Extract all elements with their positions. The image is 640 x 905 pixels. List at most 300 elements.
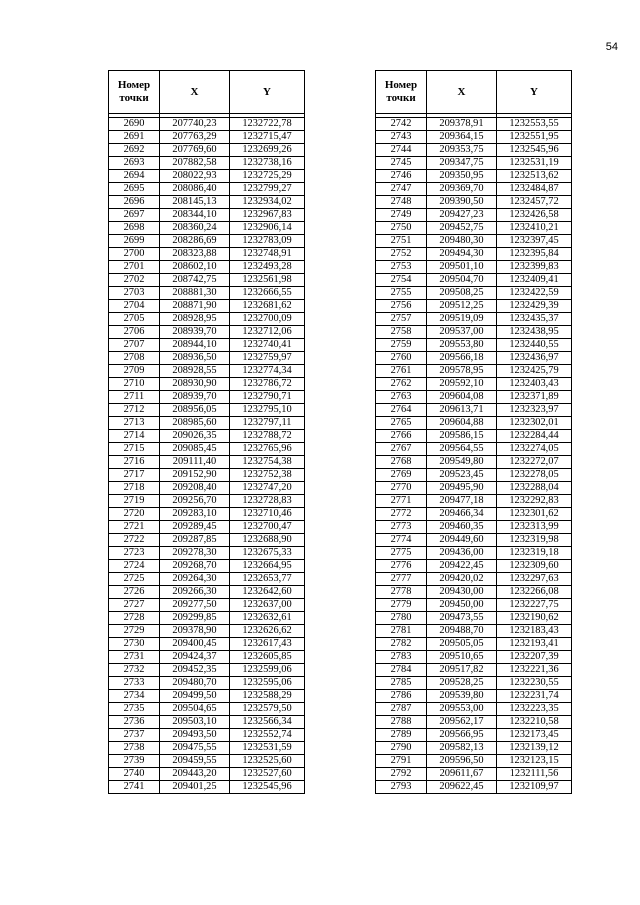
x-cell: 207882,58 bbox=[160, 157, 230, 170]
x-cell: 209427,23 bbox=[427, 209, 497, 222]
x-cell: 209508,25 bbox=[427, 287, 497, 300]
table-row bbox=[376, 170, 572, 183]
point-number-cell: 2728 bbox=[109, 612, 160, 625]
header-y: Y bbox=[230, 71, 305, 114]
point-number-cell: 2708 bbox=[109, 352, 160, 365]
table-row bbox=[376, 118, 572, 131]
point-number-cell: 2695 bbox=[109, 183, 160, 196]
x-cell: 207740,23 bbox=[160, 118, 230, 131]
y-cell: 1232728,83 bbox=[230, 495, 305, 508]
y-cell: 1232700,47 bbox=[230, 521, 305, 534]
table-row bbox=[376, 716, 572, 729]
point-number-cell: 2754 bbox=[376, 274, 427, 287]
y-cell: 1232688,90 bbox=[230, 534, 305, 547]
table-row bbox=[109, 755, 305, 768]
point-number-cell: 2793 bbox=[376, 781, 427, 794]
x-cell: 209364,15 bbox=[427, 131, 497, 144]
header-point-number: Номер точки bbox=[376, 71, 427, 114]
point-number-cell: 2769 bbox=[376, 469, 427, 482]
point-number-cell: 2753 bbox=[376, 261, 427, 274]
y-cell: 1232967,83 bbox=[230, 209, 305, 222]
y-cell: 1232173,45 bbox=[497, 729, 572, 742]
point-number-cell: 2781 bbox=[376, 625, 427, 638]
y-cell: 1232231,74 bbox=[497, 690, 572, 703]
point-number-cell: 2750 bbox=[376, 222, 427, 235]
table-row bbox=[109, 235, 305, 248]
table-row bbox=[109, 716, 305, 729]
point-number-cell: 2703 bbox=[109, 287, 160, 300]
point-number-cell: 2738 bbox=[109, 742, 160, 755]
table-row bbox=[109, 495, 305, 508]
point-number-cell: 2711 bbox=[109, 391, 160, 404]
table-row bbox=[376, 456, 572, 469]
x-cell: 209622,45 bbox=[427, 781, 497, 794]
point-number-cell: 2723 bbox=[109, 547, 160, 560]
y-cell: 1232632,61 bbox=[230, 612, 305, 625]
x-cell: 209566,95 bbox=[427, 729, 497, 742]
table-row bbox=[109, 183, 305, 196]
point-number-cell: 2773 bbox=[376, 521, 427, 534]
table-row bbox=[376, 222, 572, 235]
point-number-cell: 2693 bbox=[109, 157, 160, 170]
x-cell: 208939,70 bbox=[160, 391, 230, 404]
point-number-cell: 2760 bbox=[376, 352, 427, 365]
x-cell: 209480,30 bbox=[427, 235, 497, 248]
table-row bbox=[109, 378, 305, 391]
x-cell: 209378,91 bbox=[427, 118, 497, 131]
x-cell: 209390,50 bbox=[427, 196, 497, 209]
x-cell: 209422,45 bbox=[427, 560, 497, 573]
y-cell: 1232790,71 bbox=[230, 391, 305, 404]
table-row bbox=[376, 729, 572, 742]
y-cell: 1232429,39 bbox=[497, 300, 572, 313]
x-cell: 209460,35 bbox=[427, 521, 497, 534]
x-cell: 209596,50 bbox=[427, 755, 497, 768]
table-row bbox=[376, 339, 572, 352]
y-cell: 1232323,97 bbox=[497, 404, 572, 417]
point-number-cell: 2692 bbox=[109, 144, 160, 157]
x-cell: 209208,40 bbox=[160, 482, 230, 495]
table-row bbox=[376, 651, 572, 664]
y-cell: 1232193,41 bbox=[497, 638, 572, 651]
table-row bbox=[376, 508, 572, 521]
header-point-number: Номер точки bbox=[109, 71, 160, 114]
x-cell: 209466,34 bbox=[427, 508, 497, 521]
y-cell: 1232319,98 bbox=[497, 534, 572, 547]
y-cell: 1232738,16 bbox=[230, 157, 305, 170]
point-number-cell: 2699 bbox=[109, 235, 160, 248]
table-row bbox=[376, 560, 572, 573]
table-row bbox=[109, 456, 305, 469]
x-cell: 209420,02 bbox=[427, 573, 497, 586]
x-cell: 209604,08 bbox=[427, 391, 497, 404]
table-row bbox=[376, 313, 572, 326]
point-number-cell: 2700 bbox=[109, 248, 160, 261]
x-cell: 209604,88 bbox=[427, 417, 497, 430]
y-cell: 1232664,95 bbox=[230, 560, 305, 573]
table-row bbox=[109, 326, 305, 339]
table-row bbox=[109, 144, 305, 157]
y-cell: 1232710,46 bbox=[230, 508, 305, 521]
x-cell: 209582,13 bbox=[427, 742, 497, 755]
table-row bbox=[376, 547, 572, 560]
x-cell: 209299,85 bbox=[160, 612, 230, 625]
point-number-cell: 2710 bbox=[109, 378, 160, 391]
x-cell: 209528,25 bbox=[427, 677, 497, 690]
point-number-cell: 2730 bbox=[109, 638, 160, 651]
y-cell: 1232797,11 bbox=[230, 417, 305, 430]
x-cell: 208985,60 bbox=[160, 417, 230, 430]
x-cell: 208936,50 bbox=[160, 352, 230, 365]
y-cell: 1232774,34 bbox=[230, 365, 305, 378]
point-number-cell: 2729 bbox=[109, 625, 160, 638]
point-number-cell: 2722 bbox=[109, 534, 160, 547]
table-row bbox=[376, 625, 572, 638]
x-cell: 209501,10 bbox=[427, 261, 497, 274]
y-cell: 1232525,60 bbox=[230, 755, 305, 768]
point-number-cell: 2780 bbox=[376, 612, 427, 625]
point-number-cell: 2742 bbox=[376, 118, 427, 131]
table-row bbox=[376, 391, 572, 404]
y-cell: 1232425,79 bbox=[497, 365, 572, 378]
point-number-cell: 2779 bbox=[376, 599, 427, 612]
x-cell: 209450,00 bbox=[427, 599, 497, 612]
point-number-cell: 2690 bbox=[109, 118, 160, 131]
table-row bbox=[109, 690, 305, 703]
table-row bbox=[376, 638, 572, 651]
y-cell: 1232284,44 bbox=[497, 430, 572, 443]
x-cell: 208145,13 bbox=[160, 196, 230, 209]
point-number-cell: 2709 bbox=[109, 365, 160, 378]
table-row bbox=[376, 612, 572, 625]
y-cell: 1232788,72 bbox=[230, 430, 305, 443]
y-cell: 1232566,34 bbox=[230, 716, 305, 729]
point-number-cell: 2776 bbox=[376, 560, 427, 573]
x-cell: 208944,10 bbox=[160, 339, 230, 352]
y-cell: 1232531,59 bbox=[230, 742, 305, 755]
x-cell: 209495,90 bbox=[427, 482, 497, 495]
table-row bbox=[376, 404, 572, 417]
table-row bbox=[109, 534, 305, 547]
point-number-cell: 2788 bbox=[376, 716, 427, 729]
x-cell: 209452,75 bbox=[427, 222, 497, 235]
table-row bbox=[109, 248, 305, 261]
x-cell: 209278,30 bbox=[160, 547, 230, 560]
x-cell: 209499,50 bbox=[160, 690, 230, 703]
x-cell: 209268,70 bbox=[160, 560, 230, 573]
point-number-cell: 2726 bbox=[109, 586, 160, 599]
y-cell: 1232748,91 bbox=[230, 248, 305, 261]
y-cell: 1232617,43 bbox=[230, 638, 305, 651]
point-number-cell: 2705 bbox=[109, 313, 160, 326]
table-row bbox=[376, 586, 572, 599]
point-number-cell: 2792 bbox=[376, 768, 427, 781]
y-cell: 1232765,96 bbox=[230, 443, 305, 456]
point-number-cell: 2696 bbox=[109, 196, 160, 209]
point-number-cell: 2767 bbox=[376, 443, 427, 456]
point-number-cell: 2720 bbox=[109, 508, 160, 521]
table-row bbox=[376, 677, 572, 690]
y-cell: 1232740,41 bbox=[230, 339, 305, 352]
table-row bbox=[109, 417, 305, 430]
point-number-cell: 2747 bbox=[376, 183, 427, 196]
table-row bbox=[109, 469, 305, 482]
x-cell: 209400,45 bbox=[160, 638, 230, 651]
table-row bbox=[376, 378, 572, 391]
table-row bbox=[376, 534, 572, 547]
table-row bbox=[376, 768, 572, 781]
table-row bbox=[376, 248, 572, 261]
table-row bbox=[109, 560, 305, 573]
x-cell: 209026,35 bbox=[160, 430, 230, 443]
point-number-cell: 2749 bbox=[376, 209, 427, 222]
y-cell: 1232700,09 bbox=[230, 313, 305, 326]
y-cell: 1232906,14 bbox=[230, 222, 305, 235]
x-cell: 209578,95 bbox=[427, 365, 497, 378]
point-number-cell: 2783 bbox=[376, 651, 427, 664]
x-cell: 209369,70 bbox=[427, 183, 497, 196]
x-cell: 209256,70 bbox=[160, 495, 230, 508]
table-row bbox=[109, 508, 305, 521]
x-cell: 209611,67 bbox=[427, 768, 497, 781]
page-number: 54 bbox=[605, 41, 618, 53]
x-cell: 208602,10 bbox=[160, 261, 230, 274]
x-cell: 207763,29 bbox=[160, 131, 230, 144]
x-cell: 209424,37 bbox=[160, 651, 230, 664]
table-row bbox=[109, 573, 305, 586]
table-row bbox=[109, 339, 305, 352]
y-cell: 1232752,38 bbox=[230, 469, 305, 482]
y-cell: 1232207,39 bbox=[497, 651, 572, 664]
point-number-cell: 2727 bbox=[109, 599, 160, 612]
point-number-cell: 2756 bbox=[376, 300, 427, 313]
x-cell: 209277,50 bbox=[160, 599, 230, 612]
x-cell: 209564,55 bbox=[427, 443, 497, 456]
x-cell: 209449,60 bbox=[427, 534, 497, 547]
y-cell: 1232410,21 bbox=[497, 222, 572, 235]
point-number-cell: 2694 bbox=[109, 170, 160, 183]
x-cell: 208928,95 bbox=[160, 313, 230, 326]
table-row bbox=[376, 196, 572, 209]
y-cell: 1232795,10 bbox=[230, 404, 305, 417]
table-row bbox=[376, 469, 572, 482]
table-row bbox=[109, 391, 305, 404]
y-cell: 1232722,78 bbox=[230, 118, 305, 131]
point-number-cell: 2691 bbox=[109, 131, 160, 144]
x-cell: 209443,20 bbox=[160, 768, 230, 781]
table-row bbox=[109, 365, 305, 378]
x-cell: 209510,65 bbox=[427, 651, 497, 664]
y-cell: 1232783,09 bbox=[230, 235, 305, 248]
x-cell: 209459,55 bbox=[160, 755, 230, 768]
y-cell: 1232230,55 bbox=[497, 677, 572, 690]
x-cell: 209350,95 bbox=[427, 170, 497, 183]
y-cell: 1232527,60 bbox=[230, 768, 305, 781]
point-number-cell: 2697 bbox=[109, 209, 160, 222]
table-row bbox=[109, 664, 305, 677]
point-number-cell: 2724 bbox=[109, 560, 160, 573]
x-cell: 208742,75 bbox=[160, 274, 230, 287]
point-number-cell: 2757 bbox=[376, 313, 427, 326]
table-row bbox=[109, 547, 305, 560]
y-cell: 1232681,62 bbox=[230, 300, 305, 313]
point-number-cell: 2718 bbox=[109, 482, 160, 495]
y-cell: 1232227,75 bbox=[497, 599, 572, 612]
y-cell: 1232699,26 bbox=[230, 144, 305, 157]
point-number-cell: 2745 bbox=[376, 157, 427, 170]
y-cell: 1232545,96 bbox=[230, 781, 305, 794]
table-row bbox=[109, 222, 305, 235]
point-number-cell: 2736 bbox=[109, 716, 160, 729]
table-row bbox=[109, 313, 305, 326]
point-number-cell: 2758 bbox=[376, 326, 427, 339]
y-cell: 1232666,55 bbox=[230, 287, 305, 300]
x-cell: 209152,90 bbox=[160, 469, 230, 482]
table-row bbox=[376, 209, 572, 222]
x-cell: 209488,70 bbox=[427, 625, 497, 638]
point-number-cell: 2741 bbox=[109, 781, 160, 794]
point-number-cell: 2790 bbox=[376, 742, 427, 755]
x-cell: 209289,45 bbox=[160, 521, 230, 534]
y-cell: 1232626,62 bbox=[230, 625, 305, 638]
point-number-cell: 2716 bbox=[109, 456, 160, 469]
y-cell: 1232409,41 bbox=[497, 274, 572, 287]
point-number-cell: 2712 bbox=[109, 404, 160, 417]
table-row bbox=[376, 157, 572, 170]
y-cell: 1232210,58 bbox=[497, 716, 572, 729]
y-cell: 1232642,60 bbox=[230, 586, 305, 599]
x-cell: 209504,70 bbox=[427, 274, 497, 287]
x-cell: 208360,24 bbox=[160, 222, 230, 235]
point-number-cell: 2735 bbox=[109, 703, 160, 716]
point-number-cell: 2765 bbox=[376, 417, 427, 430]
table-row bbox=[109, 521, 305, 534]
point-number-cell: 2707 bbox=[109, 339, 160, 352]
x-cell: 209264,30 bbox=[160, 573, 230, 586]
y-cell: 1232599,06 bbox=[230, 664, 305, 677]
table-row bbox=[376, 742, 572, 755]
point-number-cell: 2714 bbox=[109, 430, 160, 443]
table-row bbox=[109, 612, 305, 625]
y-cell: 1232579,50 bbox=[230, 703, 305, 716]
table-row bbox=[109, 651, 305, 664]
y-cell: 1232545,96 bbox=[497, 144, 572, 157]
x-cell: 209473,55 bbox=[427, 612, 497, 625]
point-number-cell: 2775 bbox=[376, 547, 427, 560]
y-cell: 1232309,60 bbox=[497, 560, 572, 573]
y-cell: 1232403,43 bbox=[497, 378, 572, 391]
y-cell: 1232531,19 bbox=[497, 157, 572, 170]
y-cell: 1232436,97 bbox=[497, 352, 572, 365]
table-row bbox=[376, 352, 572, 365]
x-cell: 208286,69 bbox=[160, 235, 230, 248]
y-cell: 1232595,06 bbox=[230, 677, 305, 690]
table-row bbox=[109, 170, 305, 183]
table-row bbox=[109, 274, 305, 287]
header-y: Y bbox=[497, 71, 572, 114]
point-number-cell: 2751 bbox=[376, 235, 427, 248]
table-row bbox=[376, 183, 572, 196]
header-x: X bbox=[160, 71, 230, 114]
y-cell: 1232934,02 bbox=[230, 196, 305, 209]
point-number-cell: 2737 bbox=[109, 729, 160, 742]
x-cell: 209586,15 bbox=[427, 430, 497, 443]
y-cell: 1232397,45 bbox=[497, 235, 572, 248]
y-cell: 1232274,05 bbox=[497, 443, 572, 456]
table-row bbox=[109, 638, 305, 651]
point-number-cell: 2768 bbox=[376, 456, 427, 469]
point-number-cell: 2717 bbox=[109, 469, 160, 482]
table-row bbox=[376, 144, 572, 157]
table-row bbox=[109, 131, 305, 144]
table-row bbox=[376, 690, 572, 703]
x-cell: 209504,65 bbox=[160, 703, 230, 716]
table-row bbox=[376, 430, 572, 443]
table-row bbox=[376, 664, 572, 677]
y-cell: 1232561,98 bbox=[230, 274, 305, 287]
y-cell: 1232301,62 bbox=[497, 508, 572, 521]
y-cell: 1232288,04 bbox=[497, 482, 572, 495]
point-number-cell: 2715 bbox=[109, 443, 160, 456]
table-row bbox=[109, 768, 305, 781]
point-number-cell: 2734 bbox=[109, 690, 160, 703]
x-cell: 209562,17 bbox=[427, 716, 497, 729]
point-number-cell: 2706 bbox=[109, 326, 160, 339]
y-cell: 1232675,33 bbox=[230, 547, 305, 560]
x-cell: 209287,85 bbox=[160, 534, 230, 547]
x-cell: 209430,00 bbox=[427, 586, 497, 599]
point-number-cell: 2740 bbox=[109, 768, 160, 781]
table-row bbox=[109, 352, 305, 365]
y-cell: 1232292,83 bbox=[497, 495, 572, 508]
y-cell: 1232715,47 bbox=[230, 131, 305, 144]
table-row bbox=[109, 404, 305, 417]
y-cell: 1232637,00 bbox=[230, 599, 305, 612]
y-cell: 1232139,12 bbox=[497, 742, 572, 755]
x-cell: 209378,90 bbox=[160, 625, 230, 638]
point-number-cell: 2764 bbox=[376, 404, 427, 417]
table-row bbox=[109, 300, 305, 313]
x-cell: 209494,30 bbox=[427, 248, 497, 261]
x-cell: 209480,70 bbox=[160, 677, 230, 690]
point-number-cell: 2733 bbox=[109, 677, 160, 690]
y-cell: 1232123,15 bbox=[497, 755, 572, 768]
y-cell: 1232747,20 bbox=[230, 482, 305, 495]
y-cell: 1232422,59 bbox=[497, 287, 572, 300]
point-number-cell: 2761 bbox=[376, 365, 427, 378]
table-row bbox=[109, 677, 305, 690]
table-row bbox=[376, 599, 572, 612]
x-cell: 208871,90 bbox=[160, 300, 230, 313]
table-row bbox=[109, 118, 305, 131]
point-number-cell: 2719 bbox=[109, 495, 160, 508]
y-cell: 1232759,97 bbox=[230, 352, 305, 365]
point-number-cell: 2701 bbox=[109, 261, 160, 274]
y-cell: 1232588,29 bbox=[230, 690, 305, 703]
table-row bbox=[376, 482, 572, 495]
y-cell: 1232395,84 bbox=[497, 248, 572, 261]
table-row bbox=[376, 365, 572, 378]
point-number-cell: 2778 bbox=[376, 586, 427, 599]
y-cell: 1232786,72 bbox=[230, 378, 305, 391]
table-row bbox=[109, 157, 305, 170]
table-row bbox=[376, 131, 572, 144]
x-cell: 209592,10 bbox=[427, 378, 497, 391]
y-cell: 1232438,95 bbox=[497, 326, 572, 339]
x-cell: 209553,00 bbox=[427, 703, 497, 716]
point-number-cell: 2785 bbox=[376, 677, 427, 690]
table-row bbox=[376, 287, 572, 300]
